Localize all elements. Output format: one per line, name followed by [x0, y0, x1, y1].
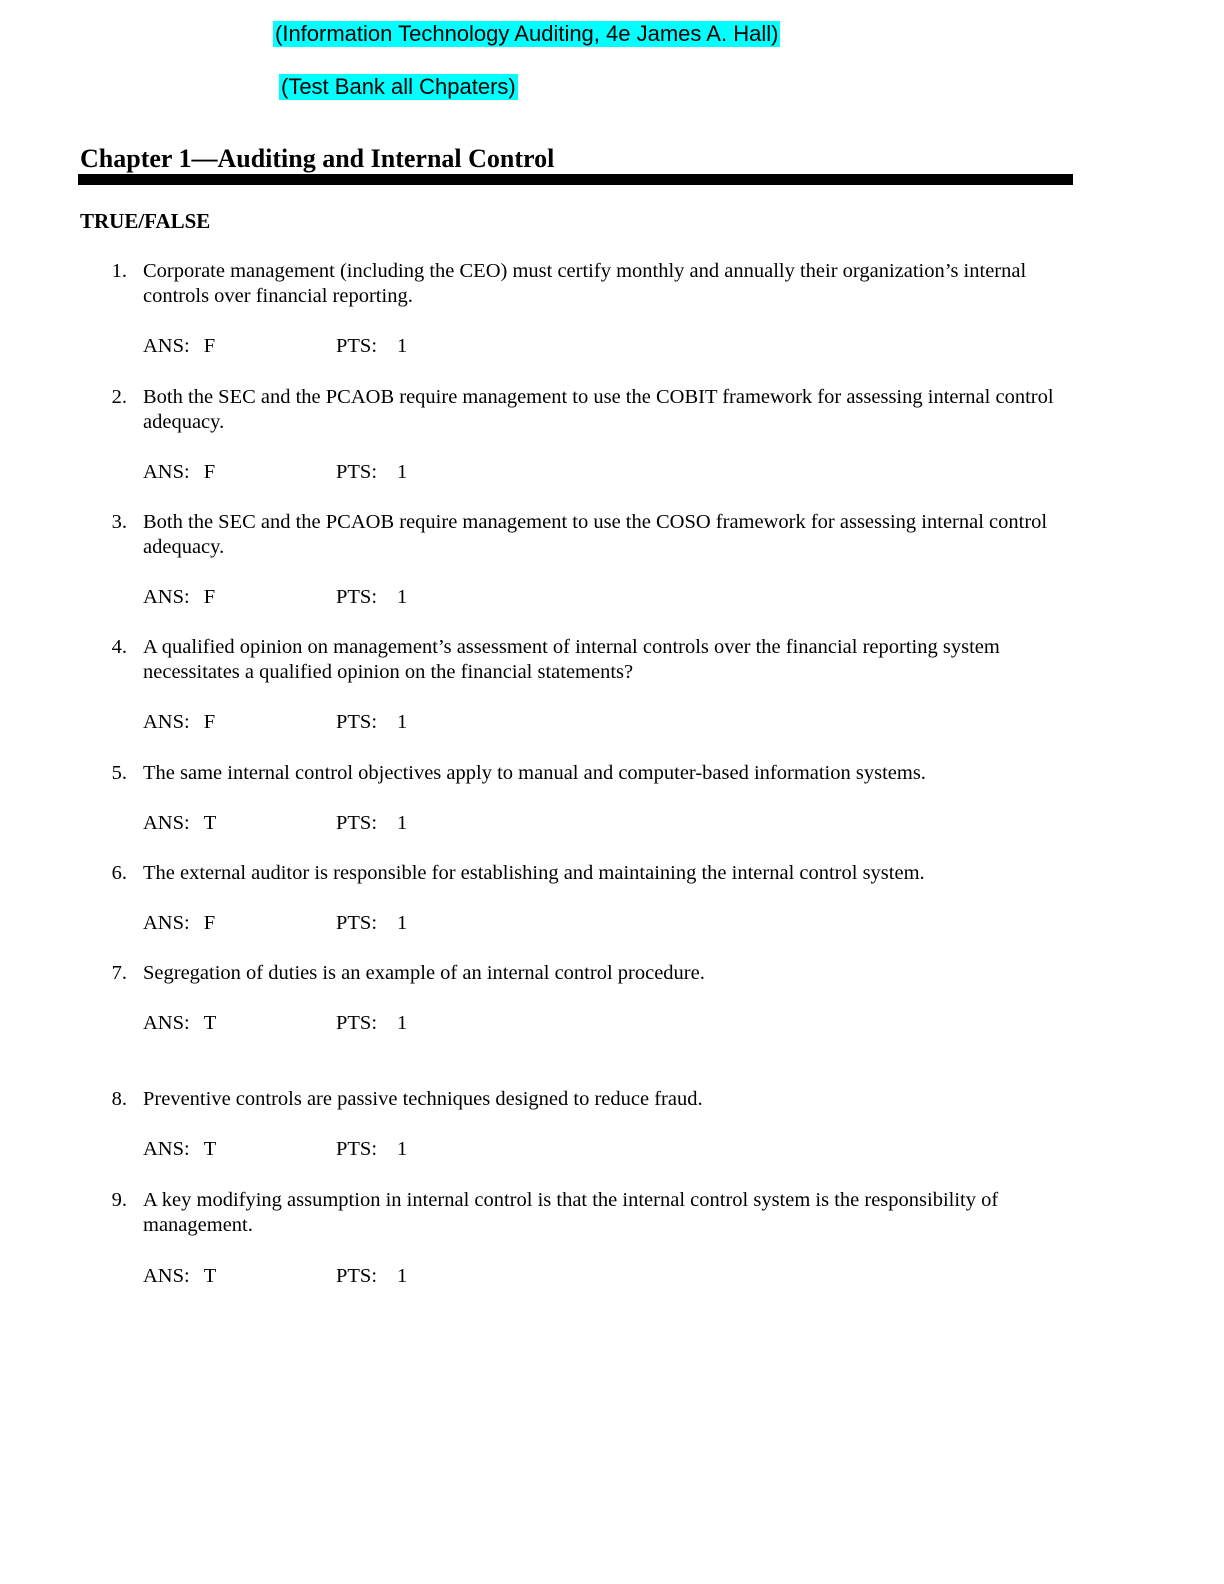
answer-value: F: [203, 586, 216, 608]
answer-line: [143, 1137, 216, 1162]
answer-line: [143, 585, 215, 610]
ans-label: ANS:: [143, 586, 190, 608]
pts-label: PTS:: [336, 1138, 378, 1160]
ans-label: ANS:: [143, 461, 190, 483]
answer-line: [143, 811, 216, 836]
question-number: 2.: [111, 386, 127, 408]
answer-line: [143, 710, 215, 735]
points-line: [336, 911, 407, 936]
question-number: 3.: [111, 511, 127, 533]
points-line: [336, 1264, 407, 1289]
points-line: [336, 811, 407, 836]
points-value: 1: [397, 711, 408, 733]
points-line: [336, 585, 407, 610]
pts-label: PTS:: [336, 1012, 378, 1034]
chapter-rule: [78, 174, 1073, 185]
answer-value: F: [203, 912, 216, 934]
points-value: 1: [397, 1138, 408, 1160]
points-value: 1: [397, 461, 408, 483]
question-text: Segregation of duties is an example of an internal control procedure.: [143, 962, 705, 984]
section-heading: TRUE/FALSE: [80, 209, 211, 233]
points-line: [336, 710, 407, 735]
ans-label: ANS:: [143, 1012, 190, 1034]
answer-value: T: [203, 812, 217, 834]
test-bank-highlight: (Test Bank all Chpaters): [281, 74, 516, 99]
question-text: The external auditor is responsible for establishing and maintaining the internal control system.: [143, 862, 925, 884]
question-text: The same internal control objectives apply to manual and computer-based information systems.: [143, 762, 926, 784]
points-line: [336, 460, 407, 485]
question-text: Both the SEC and the PCAOB require management to use the COBIT framework for assessing internal control adequacy.: [143, 386, 1054, 433]
pts-label: PTS:: [336, 711, 378, 733]
pts-label: PTS:: [336, 461, 378, 483]
question-text: Corporate management (including the CEO) must certify monthly and annually their organization’s internal controls over financial reporting.: [143, 260, 1027, 307]
question-text: Both the SEC and the PCAOB require management to use the COSO framework for assessing internal control adequacy.: [143, 511, 1048, 558]
ans-label: ANS:: [143, 335, 190, 357]
points-line: [336, 1137, 407, 1162]
question-number: 7.: [111, 962, 127, 984]
answer-line: [143, 911, 215, 936]
question-text: Preventive controls are passive techniques designed to reduce fraud.: [143, 1088, 703, 1110]
ans-label: ANS:: [143, 711, 190, 733]
question-number: 9.: [111, 1189, 127, 1211]
pts-label: PTS:: [336, 812, 378, 834]
ans-label: ANS:: [143, 1265, 190, 1287]
question-number: 1.: [111, 260, 127, 282]
question-text: A key modifying assumption in internal control is that the internal control system is the responsibility of management.: [143, 1189, 999, 1236]
answer-value: F: [203, 461, 216, 483]
answer-line: [143, 460, 215, 485]
question-number: 6.: [111, 862, 127, 884]
answer-line: [143, 1264, 216, 1289]
book-title-highlight: (Information Technology Auditing, 4e James A. Hall): [275, 21, 779, 46]
answer-value: T: [203, 1138, 217, 1160]
points-line: [336, 334, 407, 359]
answer-line: [143, 334, 215, 359]
answer-value: F: [203, 711, 216, 733]
pts-label: PTS:: [336, 1265, 378, 1287]
pts-label: PTS:: [336, 586, 378, 608]
points-value: 1: [397, 335, 408, 357]
points-value: 1: [397, 1012, 408, 1034]
question-text: A qualified opinion on management’s assessment of internal controls over the financial reporting system necessitates a qualified opinion on the financial statements?: [143, 636, 1000, 683]
answer-value: T: [203, 1265, 217, 1287]
pts-label: PTS:: [336, 335, 378, 357]
answer-line: [143, 1011, 216, 1036]
points-value: 1: [397, 912, 408, 934]
points-value: 1: [397, 1265, 408, 1287]
ans-label: ANS:: [143, 912, 190, 934]
chapter-title: Chapter 1—Auditing and Internal Control: [80, 144, 555, 173]
points-value: 1: [397, 812, 408, 834]
pts-label: PTS:: [336, 912, 378, 934]
question-number: 5.: [111, 762, 127, 784]
ans-label: ANS:: [143, 812, 190, 834]
points-line: [336, 1011, 407, 1036]
question-number: 8.: [111, 1088, 127, 1110]
ans-label: ANS:: [143, 1138, 190, 1160]
answer-value: T: [203, 1012, 217, 1034]
answer-value: F: [203, 335, 216, 357]
points-value: 1: [397, 586, 408, 608]
question-number: 4.: [111, 636, 127, 658]
